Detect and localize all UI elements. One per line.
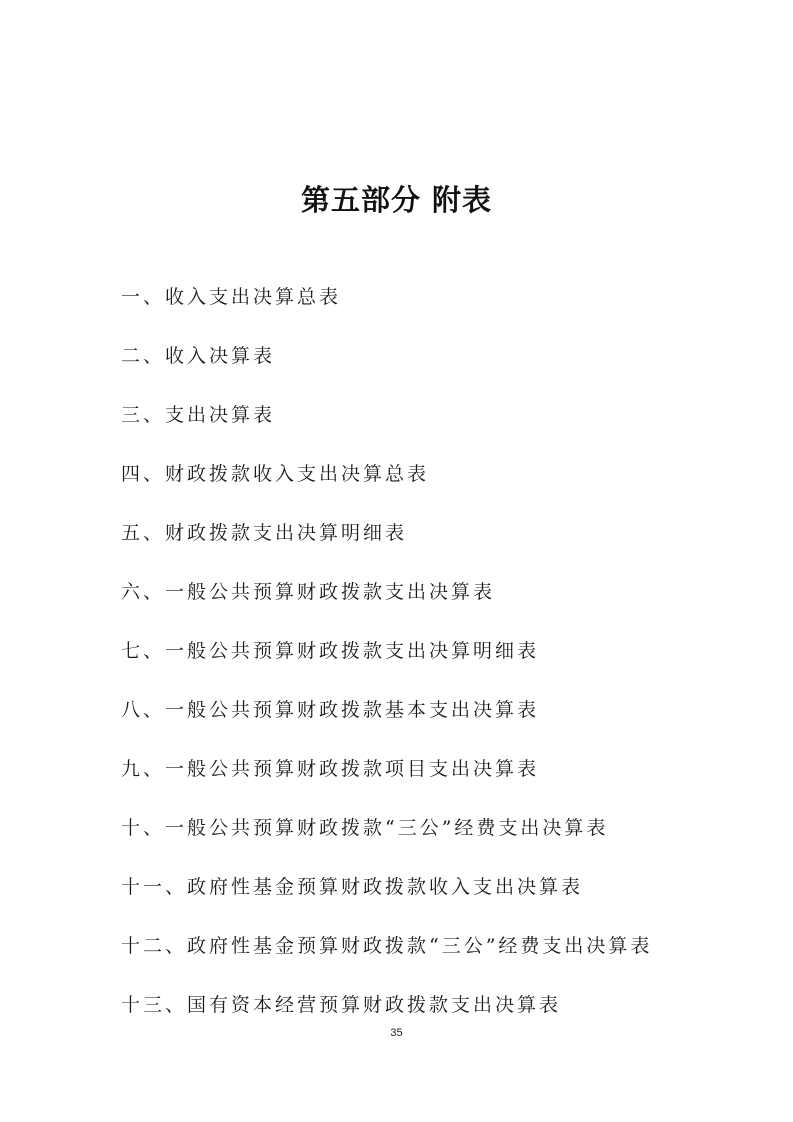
list-item: 三、支出决算表	[121, 404, 276, 426]
page-title: 第五部分 附表	[300, 183, 493, 217]
appendix-list	[121, 282, 652, 1049]
list-item: 九、一般公共预算财政拨款项目支出决算表	[121, 758, 540, 780]
list-item: 十三、国有资本经营预算财政拨款支出决算表	[121, 994, 562, 1016]
list-item: 七、一般公共预算财政拨款支出决算明细表	[121, 640, 540, 662]
list-item: 一、收入支出决算总表	[121, 286, 342, 308]
list-item: 四、财政拨款收入支出决算总表	[121, 463, 430, 485]
list-item: 二、收入决算表	[121, 345, 276, 367]
list-item: 十一、政府性基金预算财政拨款收入支出决算表	[121, 876, 584, 898]
page-number: 35	[390, 1027, 403, 1039]
list-item: 十、一般公共预算财政拨款“三公”经费支出决算表	[121, 817, 609, 839]
list-item: 六、一般公共预算财政拨款支出决算表	[121, 581, 496, 603]
list-item: 八、一般公共预算财政拨款基本支出决算表	[121, 699, 540, 721]
list-item: 十二、政府性基金预算财政拨款“三公”经费支出决算表	[121, 935, 653, 957]
list-item: 五、财政拨款支出决算明细表	[121, 522, 408, 544]
